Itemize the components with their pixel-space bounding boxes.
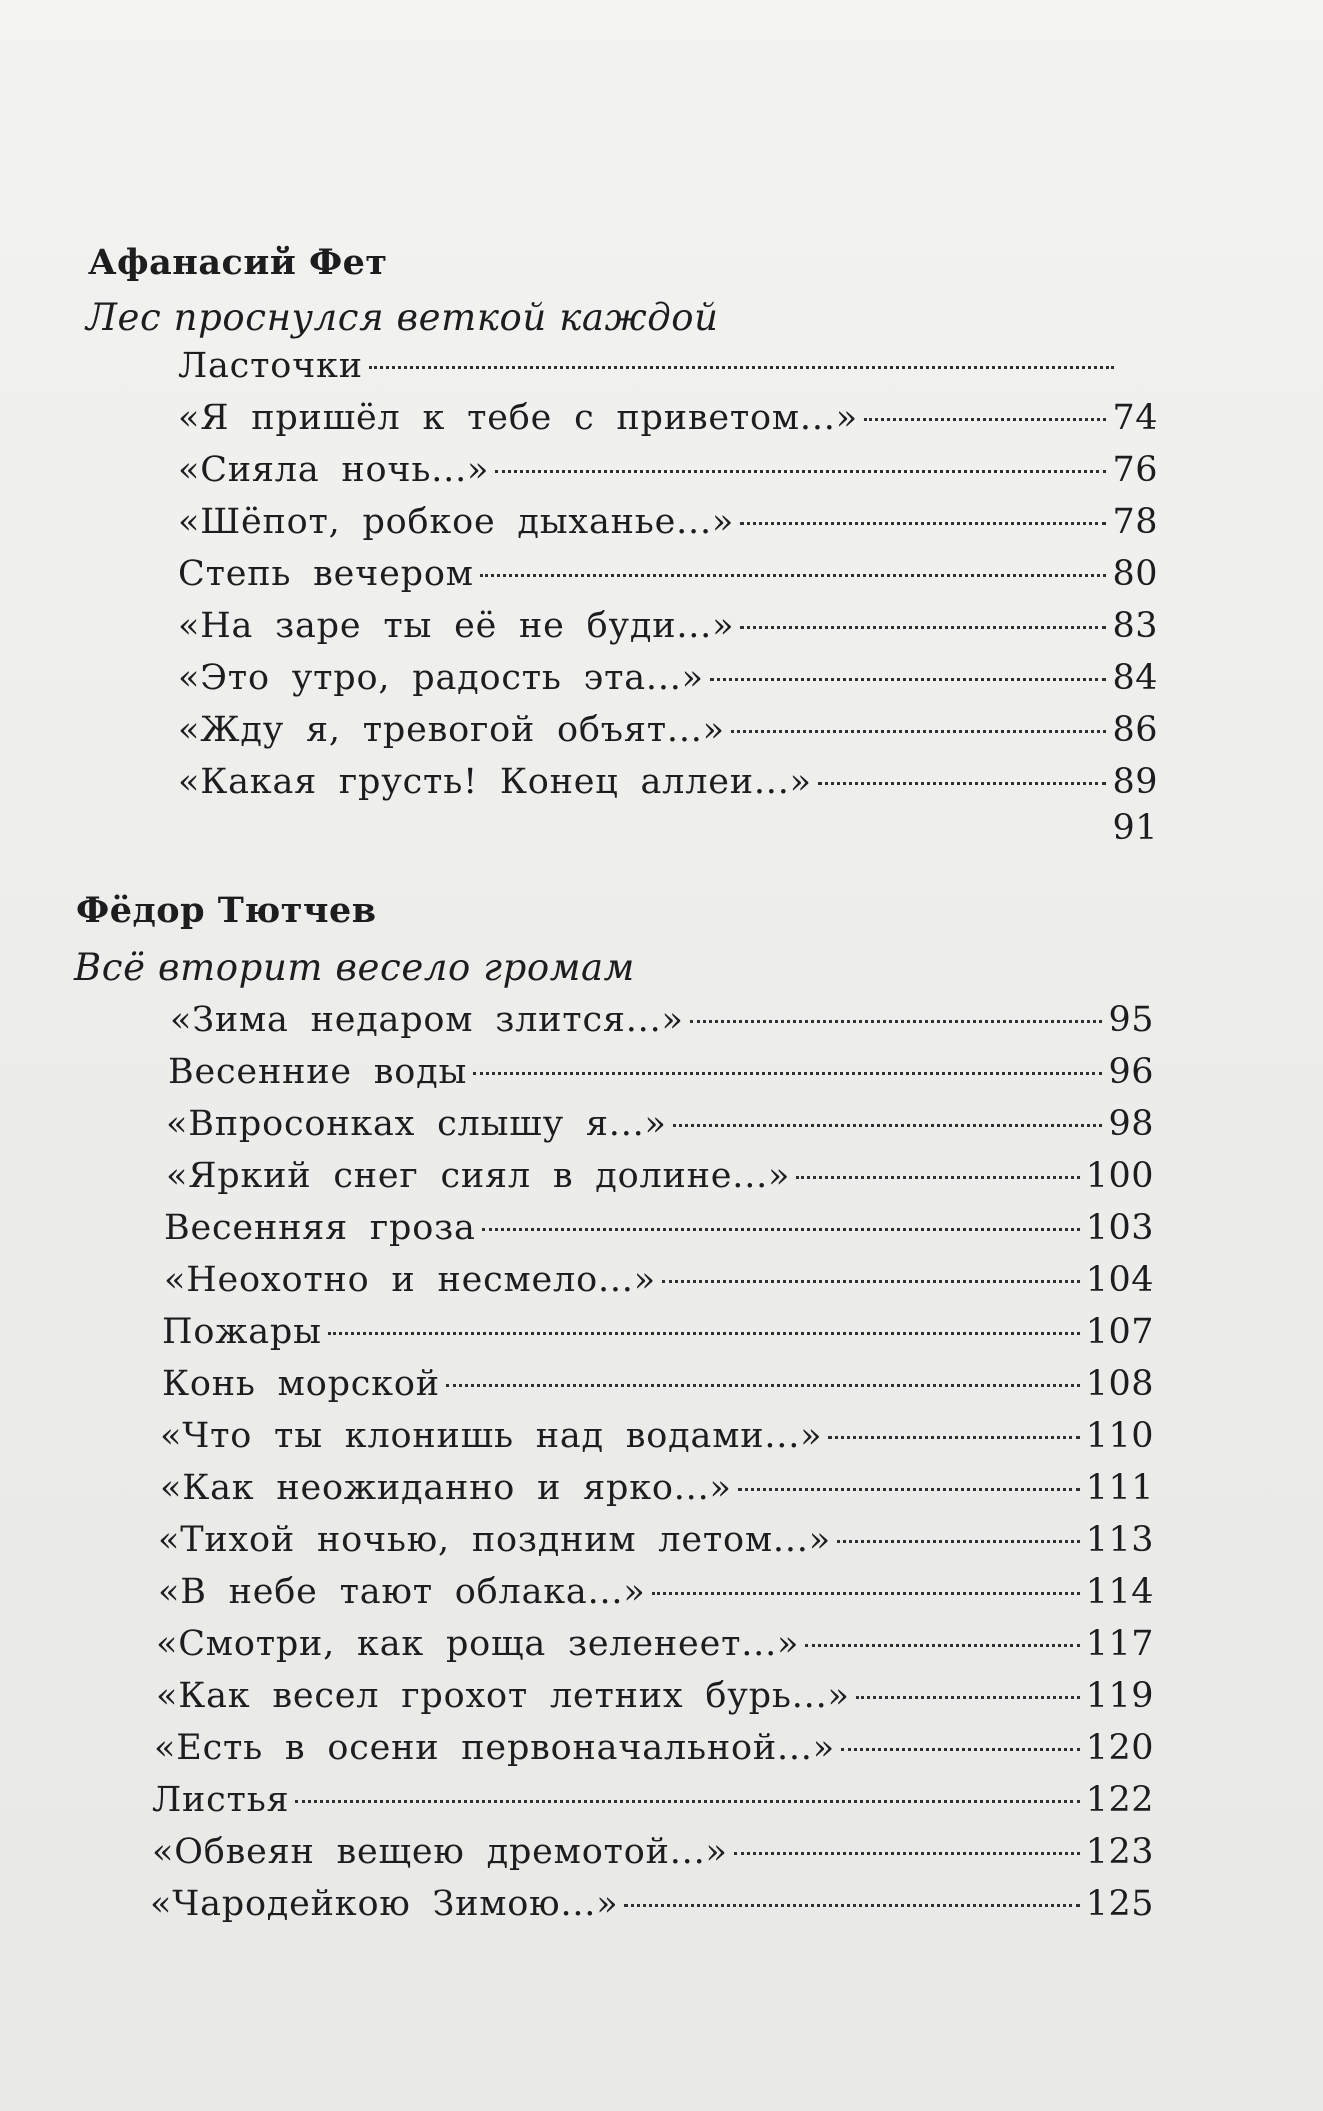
dot-leader: [690, 1020, 1103, 1023]
dot-leader: [652, 1592, 1080, 1595]
toc-entry-title: Пожары: [162, 1312, 322, 1352]
section-subtitle: Всё вторит весело громам: [74, 946, 635, 989]
toc-entry[interactable]: [162, 1312, 1154, 1364]
dot-leader: [662, 1280, 1080, 1283]
toc-entry-page: 95: [1108, 1000, 1154, 1040]
toc-entry[interactable]: [152, 1780, 1154, 1832]
toc-entry-title: «Как неожиданно и ярко...»: [160, 1468, 732, 1508]
dot-leader: [328, 1332, 1080, 1335]
dot-leader: [740, 626, 1106, 629]
toc-entry-page: 86: [1112, 710, 1158, 750]
toc-entry-title: «Это утро, радость эта...»: [178, 658, 704, 698]
toc-entry-page: 83: [1112, 606, 1158, 646]
toc-entry-page: 104: [1085, 1260, 1154, 1300]
section-subtitle: Лес проснулся веткой каждой: [86, 296, 719, 339]
toc-entry[interactable]: [178, 554, 1158, 606]
dot-leader: [731, 730, 1107, 733]
toc-entry[interactable]: [156, 1676, 1154, 1728]
author-name: Афанасий Фет: [88, 242, 388, 283]
dot-leader: [710, 678, 1107, 681]
toc-entry-title: Листья: [152, 1780, 290, 1820]
toc-entry[interactable]: [178, 606, 1158, 658]
toc-entry-page: 108: [1085, 1364, 1154, 1404]
dot-leader: [473, 1072, 1102, 1075]
toc-entry[interactable]: [178, 762, 1158, 814]
toc-entry-title: «Обвеян вещею дремотой...»: [152, 1832, 728, 1872]
toc-entry-title: «Жду я, тревогой объят...»: [178, 710, 725, 750]
toc-entry[interactable]: [160, 1468, 1154, 1520]
toc-entry-title: «Зима недаром злится...»: [170, 1000, 684, 1040]
toc-entry[interactable]: [154, 1728, 1154, 1780]
toc-entry[interactable]: [158, 1572, 1154, 1624]
toc-entry-page: 91: [1112, 808, 1158, 848]
toc-entry-title: «Какая грусть! Конец аллеи...»: [178, 762, 812, 802]
toc-entry-title: «Чародейкою Зимою...»: [150, 1884, 619, 1924]
toc-entry[interactable]: [164, 1208, 1154, 1260]
toc-entry-title: «Сияла ночь...»: [178, 450, 490, 490]
toc-entry[interactable]: [178, 710, 1158, 762]
toc-entry-page: 120: [1085, 1728, 1154, 1768]
dot-leader: [738, 1488, 1080, 1491]
dot-leader: [673, 1124, 1103, 1127]
toc-entry-page: 89: [1112, 762, 1158, 802]
toc-entry[interactable]: [156, 1624, 1154, 1676]
dot-leader: [837, 1540, 1080, 1543]
dot-leader: [369, 366, 1114, 369]
toc-entry-page: 96: [1108, 1052, 1154, 1092]
toc-entry[interactable]: [150, 1884, 1154, 1936]
toc-entry[interactable]: [178, 346, 1158, 398]
toc-entry-title: «На заре ты её не буди...»: [178, 606, 735, 646]
dot-leader: [841, 1748, 1080, 1751]
toc-entry[interactable]: [164, 1260, 1154, 1312]
toc-entry[interactable]: [166, 1104, 1154, 1156]
toc-entry-page: 111: [1085, 1468, 1154, 1508]
dot-leader: [856, 1696, 1080, 1699]
dot-leader: [796, 1176, 1079, 1179]
toc-entry-page: 110: [1085, 1416, 1154, 1456]
toc-entry-page: 98: [1108, 1104, 1154, 1144]
dot-leader: [734, 1852, 1080, 1855]
toc-entry-page: 100: [1085, 1156, 1154, 1196]
toc-entry-page: 80: [1112, 554, 1158, 594]
toc-entry-title: «Неохотно и несмело...»: [164, 1260, 656, 1300]
toc-entry-title: «Тихой ночью, поздним летом...»: [158, 1520, 831, 1560]
toc-entry[interactable]: [178, 450, 1158, 502]
toc-entry[interactable]: [168, 1052, 1154, 1104]
dot-leader: [818, 782, 1107, 785]
toc-entry-title: «В небе тают облака...»: [158, 1572, 646, 1612]
toc-entry[interactable]: [160, 1416, 1154, 1468]
toc-entry-title: «Смотри, как роща зеленеет...»: [156, 1624, 800, 1664]
toc-entry-page: 117: [1085, 1624, 1154, 1664]
toc-entry-page: 78: [1112, 502, 1158, 542]
dot-leader: [740, 522, 1106, 525]
toc-entry[interactable]: [158, 1520, 1154, 1572]
toc-entry-title: Ласточки: [178, 346, 363, 386]
dot-leader: [480, 574, 1107, 577]
toc-entry-page: 107: [1085, 1312, 1154, 1352]
toc-entry[interactable]: [170, 1000, 1154, 1052]
toc-entry-title: «Яркий снег сиял в долине...»: [166, 1156, 791, 1196]
toc-entry-title: Конь морской: [162, 1364, 440, 1404]
toc-entry-title: Весенняя гроза: [164, 1208, 476, 1248]
toc-entry-page: 113: [1085, 1520, 1154, 1560]
toc-entry-title: «Я пришёл к тебе с приветом...»: [178, 398, 858, 438]
toc-entry-title: Степь вечером: [178, 554, 474, 594]
dot-leader: [805, 1644, 1079, 1647]
toc-entry-page: 125: [1085, 1884, 1154, 1924]
dot-leader: [828, 1436, 1079, 1439]
toc-entry[interactable]: [178, 808, 1158, 860]
dot-leader: [495, 470, 1106, 473]
dot-leader: [624, 1904, 1079, 1907]
toc-entry[interactable]: [166, 1156, 1154, 1208]
toc-entry-page: 103: [1085, 1208, 1154, 1248]
dot-leader: [864, 418, 1107, 421]
toc-entry[interactable]: [178, 398, 1158, 450]
toc-entry-page: 123: [1085, 1832, 1154, 1872]
toc-entry-title: «Есть в осени первоначальной...»: [154, 1728, 835, 1768]
toc-entry-page: 122: [1085, 1780, 1154, 1820]
toc-entry-title: «Впросонках слышу я...»: [166, 1104, 667, 1144]
toc-entry[interactable]: [162, 1364, 1154, 1416]
toc-entry-page: 76: [1112, 450, 1158, 490]
toc-entry-page: 119: [1085, 1676, 1154, 1716]
toc-entry-page: 114: [1085, 1572, 1154, 1612]
dot-leader: [295, 1800, 1079, 1803]
toc-entry[interactable]: [178, 658, 1158, 710]
toc-entry[interactable]: [152, 1832, 1154, 1884]
author-name: Фёдор Тютчев: [76, 890, 377, 931]
toc-entry-title: «Что ты клонишь над водами...»: [160, 1416, 823, 1456]
toc-entry-title: «Шёпот, робкое дыханье...»: [178, 502, 735, 542]
toc-entry-title: Весенние воды: [168, 1052, 468, 1092]
toc-entry-page: 74: [1112, 398, 1158, 438]
toc-entry-page: 84: [1112, 658, 1158, 698]
dot-leader: [446, 1384, 1080, 1387]
toc-entry-title: «Как весел грохот летних бурь...»: [156, 1676, 850, 1716]
toc-entry[interactable]: [178, 502, 1158, 554]
dot-leader: [482, 1228, 1080, 1231]
